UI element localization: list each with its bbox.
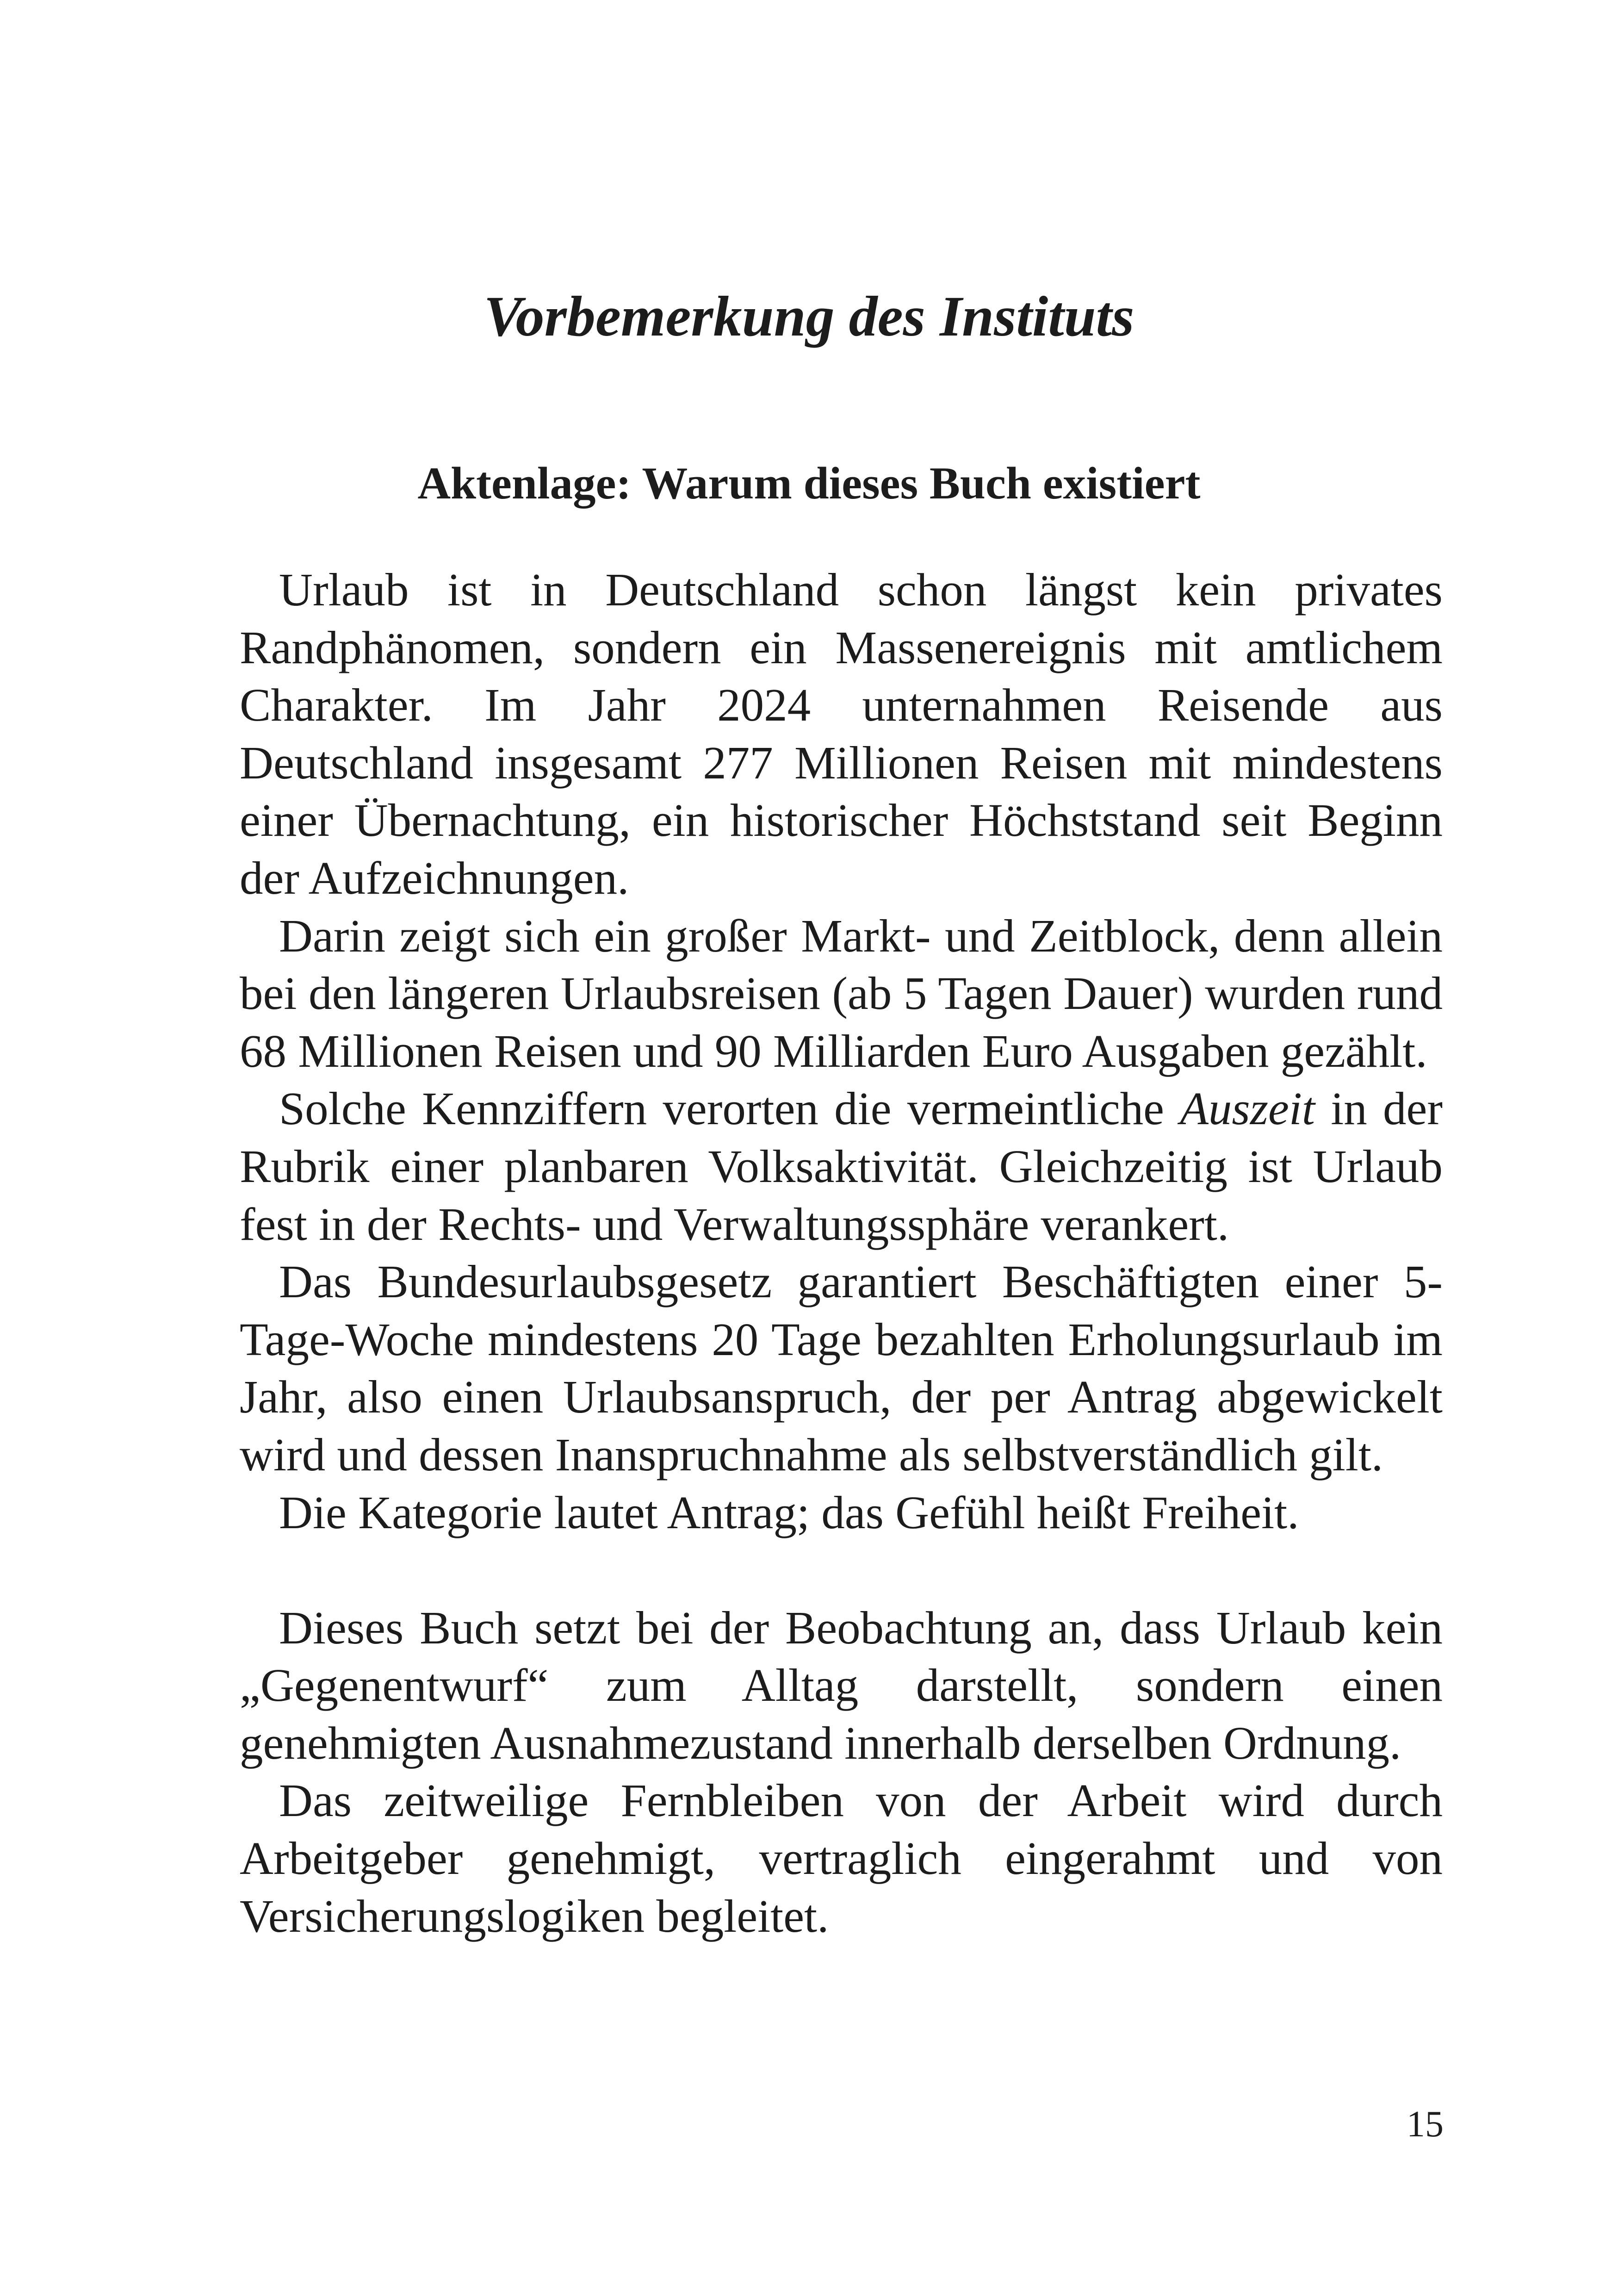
paragraph: Dieses Buch setzt bei der Beobachtung an, dass Urlaub kein „Gegenentwurf“ zum Alltag darstellt, sondern einen genehmigten Ausnahmezustand innerhalb derselben Ordnung.: [240, 1601, 1443, 1769]
paragraph-text: Solche Kennziffern verorten die vermeintliche: [279, 1083, 1180, 1135]
paragraph: Die Kategorie lautet Antrag; das Gefühl heißt Freiheit.: [279, 1486, 1299, 1538]
body-text: [240, 561, 1443, 1945]
emphasized-term: Auszeit: [1180, 1083, 1315, 1135]
paragraph: Das zeitweilige Fernbleiben von der Arbeit wird durch Arbeitgeber genehmigt, vertraglich eingerahmt und von Versicherungslogiken begleitet.: [240, 1774, 1443, 1942]
chapter-title: Vorbemerkung des Instituts: [484, 285, 1134, 348]
paragraph: Darin zeigt sich ein großer Markt- und Zeitblock, denn allein bei den längeren Urlaubsreisen (ab 5 Tagen Dauer) wurden rund 68 Millionen Reisen und 90 Milliarden Euro Ausgaben gezählt.: [240, 909, 1443, 1077]
paragraph: Urlaub ist in Deutschland schon längst kein privates Randphänomen, sondern ein Massenereignis mit amtlichem Charakter. Im Jahr 2024 unternahmen Reisende aus Deutschland insgesamt 277 Millionen Reisen mit mindestens einer Übernachtung, ein historischer Höchststand seit Beginn der Aufzeichnungen.: [240, 564, 1443, 904]
section-heading: Aktenlage: Warum dieses Buch existiert: [417, 458, 1201, 509]
paragraph: [240, 1080, 1443, 1253]
paragraph: Das Bundesurlaubsgesetz garantiert Beschäftigten einer 5-Tage-Woche mindestens 20 Tage bezahlten Erholungsurlaub im Jahr, also einen Urlaubsanspruch, der per Antrag abgewickelt wird und dessen Inanspruchnahme als selbstverständlich gilt.: [240, 1256, 1443, 1481]
page-number: 15: [1407, 2104, 1444, 2145]
paragraph-text: in der Rubrik einer planbaren Volksaktivität. Gleichzeitig ist Urlaub fest in der Rechts- und Verwaltungssphäre verankert.: [240, 1083, 1443, 1250]
